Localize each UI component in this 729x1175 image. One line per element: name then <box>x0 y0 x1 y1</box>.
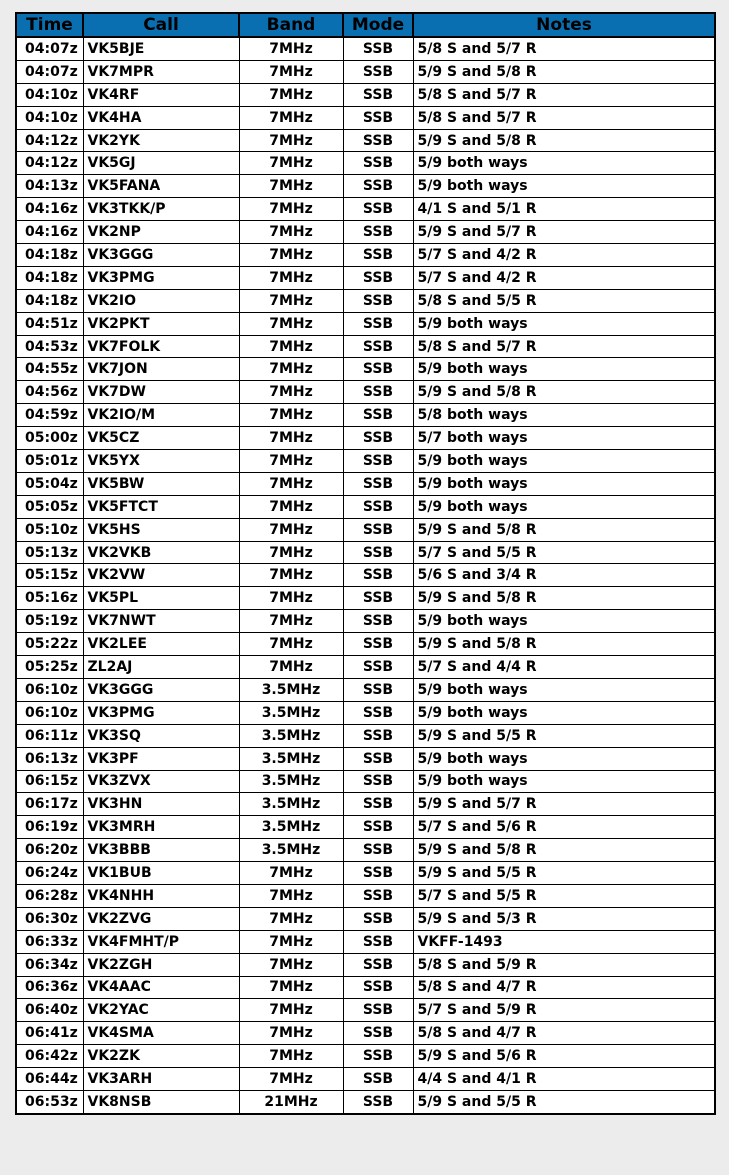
cell-call: VK3ARH <box>83 1068 239 1091</box>
cell-mode: SSB <box>343 884 413 907</box>
cell-call: VK3SQ <box>83 724 239 747</box>
cell-band: 7MHz <box>239 472 343 495</box>
table-row <box>16 129 715 152</box>
table-row <box>16 564 715 587</box>
cell-band: 3.5MHz <box>239 839 343 862</box>
cell-time: 04:56z <box>16 381 83 404</box>
cell-time: 05:13z <box>16 541 83 564</box>
cell-mode: SSB <box>343 907 413 930</box>
cell-time: 05:25z <box>16 656 83 679</box>
cell-notes: 5/9 both ways <box>413 770 715 793</box>
cell-call: VK2NP <box>83 221 239 244</box>
cell-band: 7MHz <box>239 152 343 175</box>
cell-notes: 5/9 both ways <box>413 678 715 701</box>
header-call: Call <box>83 13 239 37</box>
cell-call: VK7FOLK <box>83 335 239 358</box>
cell-band: 7MHz <box>239 175 343 198</box>
cell-band: 7MHz <box>239 37 343 60</box>
table-row <box>16 472 715 495</box>
cell-time: 05:10z <box>16 518 83 541</box>
cell-band: 7MHz <box>239 862 343 885</box>
cell-call: VK5PL <box>83 587 239 610</box>
cell-notes: 5/9 S and 5/8 R <box>413 839 715 862</box>
cell-call: VK4HA <box>83 106 239 129</box>
cell-time: 06:53z <box>16 1090 83 1113</box>
table-row <box>16 106 715 129</box>
cell-call: VK7NWT <box>83 610 239 633</box>
table-row <box>16 60 715 83</box>
cell-mode: SSB <box>343 152 413 175</box>
cell-band: 7MHz <box>239 907 343 930</box>
cell-time: 06:20z <box>16 839 83 862</box>
cell-time: 04:18z <box>16 289 83 312</box>
cell-notes: 5/9 S and 5/5 R <box>413 862 715 885</box>
cell-notes: 5/9 both ways <box>413 701 715 724</box>
table-row <box>16 175 715 198</box>
cell-band: 7MHz <box>239 633 343 656</box>
table-row <box>16 678 715 701</box>
cell-band: 7MHz <box>239 587 343 610</box>
cell-time: 06:44z <box>16 1068 83 1091</box>
table-row <box>16 724 715 747</box>
cell-notes: 5/9 S and 5/7 R <box>413 221 715 244</box>
cell-notes: 5/6 S and 3/4 R <box>413 564 715 587</box>
cell-mode: SSB <box>343 999 413 1022</box>
cell-notes: 5/9 S and 5/6 R <box>413 1045 715 1068</box>
table-row <box>16 976 715 999</box>
cell-time: 06:30z <box>16 907 83 930</box>
cell-time: 04:16z <box>16 221 83 244</box>
cell-notes: 5/9 both ways <box>413 472 715 495</box>
cell-notes: 5/9 S and 5/5 R <box>413 1090 715 1113</box>
table-row <box>16 221 715 244</box>
cell-notes: 5/7 S and 5/9 R <box>413 999 715 1022</box>
table-row <box>16 244 715 267</box>
header-time: Time <box>16 13 83 37</box>
table-body <box>16 37 715 1114</box>
cell-notes: 5/7 S and 5/6 R <box>413 816 715 839</box>
table-row <box>16 198 715 221</box>
cell-mode: SSB <box>343 564 413 587</box>
table-row <box>16 770 715 793</box>
cell-call: VK7JON <box>83 358 239 381</box>
cell-band: 3.5MHz <box>239 816 343 839</box>
cell-call: VK2IO/M <box>83 404 239 427</box>
cell-band: 7MHz <box>239 450 343 473</box>
cell-mode: SSB <box>343 1090 413 1113</box>
cell-call: VK2YAC <box>83 999 239 1022</box>
cell-time: 06:13z <box>16 747 83 770</box>
cell-notes: 5/9 S and 5/5 R <box>413 724 715 747</box>
cell-notes: 5/8 S and 5/5 R <box>413 289 715 312</box>
cell-time: 04:51z <box>16 312 83 335</box>
cell-time: 06:34z <box>16 953 83 976</box>
cell-call: VK2VKB <box>83 541 239 564</box>
cell-band: 3.5MHz <box>239 770 343 793</box>
cell-band: 3.5MHz <box>239 747 343 770</box>
cell-call: VK3MRH <box>83 816 239 839</box>
cell-mode: SSB <box>343 312 413 335</box>
cell-time: 04:12z <box>16 129 83 152</box>
cell-call: VK5YX <box>83 450 239 473</box>
table-row <box>16 862 715 885</box>
cell-notes: 5/8 S and 5/7 R <box>413 83 715 106</box>
table-row <box>16 747 715 770</box>
table-row <box>16 358 715 381</box>
header-band: Band <box>239 13 343 37</box>
cell-mode: SSB <box>343 930 413 953</box>
cell-mode: SSB <box>343 450 413 473</box>
cell-call: VK5HS <box>83 518 239 541</box>
cell-mode: SSB <box>343 60 413 83</box>
cell-notes: 5/9 S and 5/8 R <box>413 587 715 610</box>
table-row <box>16 793 715 816</box>
cell-notes: 5/9 S and 5/8 R <box>413 60 715 83</box>
cell-time: 05:16z <box>16 587 83 610</box>
cell-call: VK5GJ <box>83 152 239 175</box>
cell-mode: SSB <box>343 541 413 564</box>
cell-call: VK2ZGH <box>83 953 239 976</box>
cell-band: 7MHz <box>239 427 343 450</box>
cell-call: VK5CZ <box>83 427 239 450</box>
cell-time: 04:18z <box>16 266 83 289</box>
qso-log-table <box>15 12 716 1115</box>
table-row <box>16 450 715 473</box>
cell-band: 7MHz <box>239 221 343 244</box>
cell-band: 7MHz <box>239 884 343 907</box>
table-row <box>16 427 715 450</box>
cell-band: 7MHz <box>239 244 343 267</box>
cell-call: VK7DW <box>83 381 239 404</box>
cell-time: 04:10z <box>16 106 83 129</box>
cell-notes: 5/9 S and 5/8 R <box>413 518 715 541</box>
cell-band: 7MHz <box>239 1045 343 1068</box>
cell-notes: 5/7 S and 4/2 R <box>413 244 715 267</box>
cell-mode: SSB <box>343 816 413 839</box>
cell-call: VK3PF <box>83 747 239 770</box>
cell-notes: 5/9 S and 5/8 R <box>413 381 715 404</box>
cell-mode: SSB <box>343 472 413 495</box>
cell-mode: SSB <box>343 1045 413 1068</box>
cell-band: 3.5MHz <box>239 724 343 747</box>
cell-band: 7MHz <box>239 358 343 381</box>
cell-mode: SSB <box>343 839 413 862</box>
table-row <box>16 152 715 175</box>
cell-band: 7MHz <box>239 518 343 541</box>
cell-notes: 5/9 S and 5/7 R <box>413 793 715 816</box>
table-row <box>16 839 715 862</box>
cell-time: 06:33z <box>16 930 83 953</box>
cell-mode: SSB <box>343 1068 413 1091</box>
cell-time: 05:15z <box>16 564 83 587</box>
table-row <box>16 83 715 106</box>
cell-notes: 5/9 both ways <box>413 152 715 175</box>
table-row <box>16 656 715 679</box>
cell-mode: SSB <box>343 175 413 198</box>
cell-mode: SSB <box>343 770 413 793</box>
cell-band: 7MHz <box>239 198 343 221</box>
cell-mode: SSB <box>343 701 413 724</box>
cell-notes: 5/8 both ways <box>413 404 715 427</box>
cell-time: 05:01z <box>16 450 83 473</box>
cell-call: VK2IO <box>83 289 239 312</box>
cell-band: 7MHz <box>239 83 343 106</box>
table-row <box>16 495 715 518</box>
cell-band: 7MHz <box>239 656 343 679</box>
table-row <box>16 587 715 610</box>
cell-call: VK2YK <box>83 129 239 152</box>
cell-band: 7MHz <box>239 495 343 518</box>
cell-time: 06:40z <box>16 999 83 1022</box>
table-row <box>16 1045 715 1068</box>
cell-call: VK4FMHT/P <box>83 930 239 953</box>
cell-mode: SSB <box>343 953 413 976</box>
cell-time: 06:19z <box>16 816 83 839</box>
cell-notes: 5/9 both ways <box>413 747 715 770</box>
cell-call: VK4SMA <box>83 1022 239 1045</box>
cell-call: VK2ZK <box>83 1045 239 1068</box>
cell-time: 06:41z <box>16 1022 83 1045</box>
cell-band: 3.5MHz <box>239 793 343 816</box>
cell-band: 7MHz <box>239 999 343 1022</box>
cell-time: 05:05z <box>16 495 83 518</box>
cell-notes: 5/8 S and 5/7 R <box>413 106 715 129</box>
cell-time: 04:59z <box>16 404 83 427</box>
cell-time: 04:13z <box>16 175 83 198</box>
table-row <box>16 266 715 289</box>
cell-band: 7MHz <box>239 1068 343 1091</box>
table-row <box>16 289 715 312</box>
cell-call: VK5BW <box>83 472 239 495</box>
cell-band: 7MHz <box>239 312 343 335</box>
cell-mode: SSB <box>343 518 413 541</box>
cell-call: VK5FANA <box>83 175 239 198</box>
cell-mode: SSB <box>343 633 413 656</box>
cell-notes: 4/4 S and 4/1 R <box>413 1068 715 1091</box>
cell-time: 06:17z <box>16 793 83 816</box>
cell-time: 04:10z <box>16 83 83 106</box>
cell-time: 06:28z <box>16 884 83 907</box>
cell-call: VK1BUB <box>83 862 239 885</box>
cell-notes: 5/7 S and 5/5 R <box>413 884 715 907</box>
table-row <box>16 518 715 541</box>
cell-call: VK4RF <box>83 83 239 106</box>
cell-call: ZL2AJ <box>83 656 239 679</box>
cell-mode: SSB <box>343 1022 413 1045</box>
cell-band: 7MHz <box>239 404 343 427</box>
cell-notes: 5/9 both ways <box>413 312 715 335</box>
cell-mode: SSB <box>343 976 413 999</box>
cell-call: VK3ZVX <box>83 770 239 793</box>
cell-mode: SSB <box>343 198 413 221</box>
table-row <box>16 953 715 976</box>
cell-call: VK4NHH <box>83 884 239 907</box>
cell-mode: SSB <box>343 656 413 679</box>
cell-band: 3.5MHz <box>239 678 343 701</box>
cell-time: 04:16z <box>16 198 83 221</box>
cell-time: 06:10z <box>16 701 83 724</box>
cell-mode: SSB <box>343 747 413 770</box>
cell-call: VK3PMG <box>83 701 239 724</box>
cell-time: 04:53z <box>16 335 83 358</box>
cell-call: VK2PKT <box>83 312 239 335</box>
cell-call: VK4AAC <box>83 976 239 999</box>
cell-band: 7MHz <box>239 266 343 289</box>
table-row <box>16 930 715 953</box>
cell-mode: SSB <box>343 244 413 267</box>
cell-time: 05:04z <box>16 472 83 495</box>
table-row <box>16 541 715 564</box>
cell-mode: SSB <box>343 724 413 747</box>
table-row <box>16 1068 715 1091</box>
cell-notes: 5/8 S and 4/7 R <box>413 1022 715 1045</box>
cell-time: 04:07z <box>16 60 83 83</box>
table-row <box>16 335 715 358</box>
cell-mode: SSB <box>343 587 413 610</box>
table-row <box>16 381 715 404</box>
cell-mode: SSB <box>343 289 413 312</box>
cell-time: 06:36z <box>16 976 83 999</box>
cell-time: 05:00z <box>16 427 83 450</box>
cell-band: 7MHz <box>239 953 343 976</box>
cell-time: 05:22z <box>16 633 83 656</box>
cell-notes: 5/8 S and 5/7 R <box>413 335 715 358</box>
cell-notes: 5/7 S and 4/4 R <box>413 656 715 679</box>
cell-band: 7MHz <box>239 106 343 129</box>
cell-notes: 5/9 both ways <box>413 358 715 381</box>
cell-time: 04:55z <box>16 358 83 381</box>
cell-call: VK3GGG <box>83 244 239 267</box>
table-header <box>16 13 715 37</box>
cell-call: VK3TKK/P <box>83 198 239 221</box>
cell-notes: 4/1 S and 5/1 R <box>413 198 715 221</box>
cell-mode: SSB <box>343 129 413 152</box>
table-row <box>16 404 715 427</box>
cell-call: VK7MPR <box>83 60 239 83</box>
table-row <box>16 999 715 1022</box>
cell-notes: 5/7 S and 5/5 R <box>413 541 715 564</box>
cell-time: 04:18z <box>16 244 83 267</box>
cell-mode: SSB <box>343 266 413 289</box>
cell-notes: 5/7 S and 4/2 R <box>413 266 715 289</box>
cell-time: 06:42z <box>16 1045 83 1068</box>
cell-time: 05:19z <box>16 610 83 633</box>
cell-call: VK2LEE <box>83 633 239 656</box>
cell-mode: SSB <box>343 358 413 381</box>
cell-call: VK2ZVG <box>83 907 239 930</box>
cell-band: 3.5MHz <box>239 701 343 724</box>
table-row <box>16 37 715 60</box>
cell-mode: SSB <box>343 678 413 701</box>
cell-band: 7MHz <box>239 930 343 953</box>
cell-notes: VKFF-1493 <box>413 930 715 953</box>
cell-mode: SSB <box>343 495 413 518</box>
cell-notes: 5/8 S and 4/7 R <box>413 976 715 999</box>
table-row <box>16 701 715 724</box>
cell-notes: 5/9 S and 5/8 R <box>413 633 715 656</box>
cell-notes: 5/8 S and 5/9 R <box>413 953 715 976</box>
table-row <box>16 610 715 633</box>
header-row <box>16 13 715 37</box>
cell-notes: 5/9 both ways <box>413 495 715 518</box>
cell-mode: SSB <box>343 221 413 244</box>
cell-mode: SSB <box>343 381 413 404</box>
cell-band: 7MHz <box>239 381 343 404</box>
table-row <box>16 1022 715 1045</box>
cell-call: VK3GGG <box>83 678 239 701</box>
table-row <box>16 816 715 839</box>
cell-time: 04:12z <box>16 152 83 175</box>
cell-band: 7MHz <box>239 1022 343 1045</box>
cell-notes: 5/9 both ways <box>413 450 715 473</box>
cell-band: 21MHz <box>239 1090 343 1113</box>
cell-mode: SSB <box>343 106 413 129</box>
table-row <box>16 1090 715 1113</box>
table-row <box>16 907 715 930</box>
cell-call: VK5FTCT <box>83 495 239 518</box>
cell-mode: SSB <box>343 862 413 885</box>
table-row <box>16 312 715 335</box>
table-row <box>16 884 715 907</box>
cell-band: 7MHz <box>239 129 343 152</box>
cell-notes: 5/9 S and 5/3 R <box>413 907 715 930</box>
cell-time: 04:07z <box>16 37 83 60</box>
table-row <box>16 633 715 656</box>
cell-band: 7MHz <box>239 610 343 633</box>
cell-time: 06:24z <box>16 862 83 885</box>
cell-notes: 5/9 both ways <box>413 175 715 198</box>
cell-time: 06:10z <box>16 678 83 701</box>
cell-time: 06:11z <box>16 724 83 747</box>
header-mode: Mode <box>343 13 413 37</box>
cell-band: 7MHz <box>239 60 343 83</box>
cell-band: 7MHz <box>239 564 343 587</box>
header-notes: Notes <box>413 13 715 37</box>
cell-band: 7MHz <box>239 335 343 358</box>
cell-call: VK2VW <box>83 564 239 587</box>
cell-mode: SSB <box>343 335 413 358</box>
cell-call: VK3HN <box>83 793 239 816</box>
cell-call: VK3PMG <box>83 266 239 289</box>
cell-mode: SSB <box>343 793 413 816</box>
cell-mode: SSB <box>343 83 413 106</box>
cell-mode: SSB <box>343 610 413 633</box>
cell-notes: 5/9 both ways <box>413 610 715 633</box>
cell-mode: SSB <box>343 427 413 450</box>
cell-mode: SSB <box>343 404 413 427</box>
cell-notes: 5/8 S and 5/7 R <box>413 37 715 60</box>
cell-band: 7MHz <box>239 976 343 999</box>
cell-mode: SSB <box>343 37 413 60</box>
cell-time: 06:15z <box>16 770 83 793</box>
cell-notes: 5/7 both ways <box>413 427 715 450</box>
cell-notes: 5/9 S and 5/8 R <box>413 129 715 152</box>
cell-call: VK5BJE <box>83 37 239 60</box>
cell-band: 7MHz <box>239 289 343 312</box>
cell-call: VK3BBB <box>83 839 239 862</box>
cell-call: VK8NSB <box>83 1090 239 1113</box>
cell-band: 7MHz <box>239 541 343 564</box>
